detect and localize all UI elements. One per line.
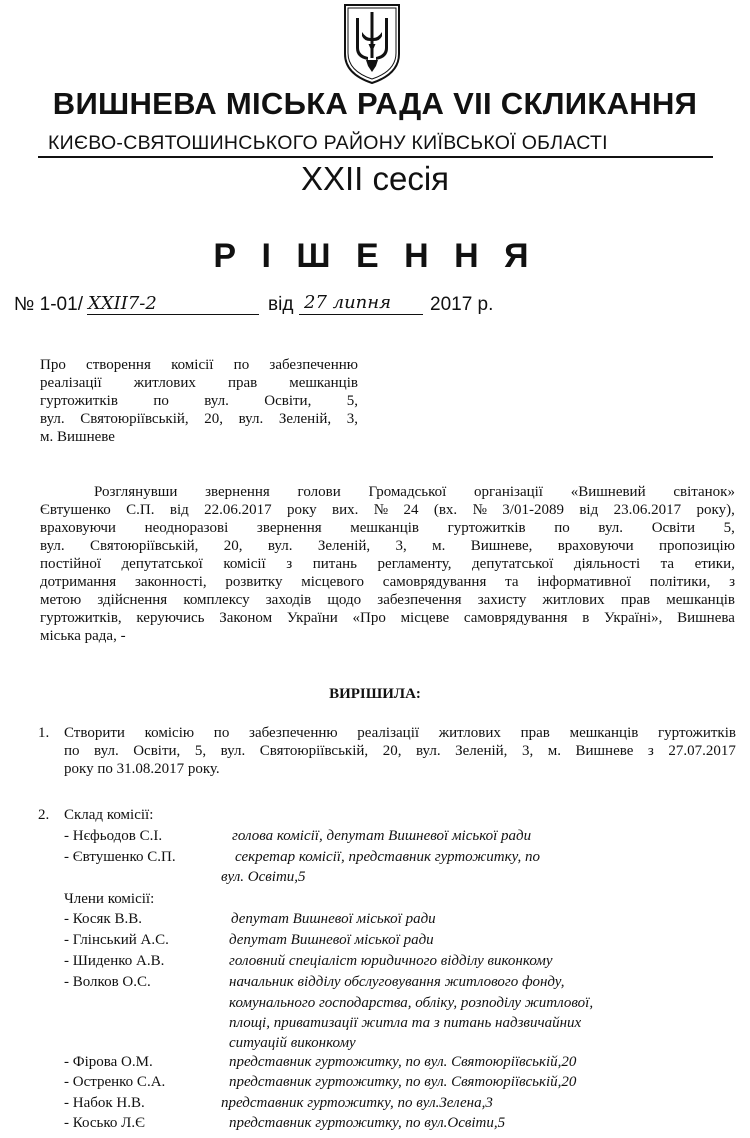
session-label: ХХІІ сесія	[300, 160, 450, 197]
date-underline	[299, 314, 423, 315]
coat-of-arms-trident-icon	[342, 2, 402, 86]
officer-role: вул. Освіти,5	[221, 869, 306, 885]
item-1-line: Створити комісію по забезпеченню реалізації житлових прав мешканців гуртожитків	[64, 725, 736, 741]
officer-role: голова комісії, депутат Вишневої міської ради	[232, 828, 532, 844]
preamble-line: вул. Святоюріївській, 20, вул. Зеленій, 3, м. Вишневе, враховуючи пропозицію	[40, 538, 735, 554]
officer-role: секретар комісії, представник гуртожитку, по	[235, 849, 541, 865]
member-role: депутат Вишневої міської ради	[231, 911, 436, 927]
members-heading: Члени комісії:	[64, 891, 155, 907]
member-role: ситуацій виконкому	[229, 1035, 356, 1051]
subject-line: вул. Святоюріївській, 20, вул. Зеленій, 3,	[40, 411, 358, 427]
preamble-line: дотримання законності, розвитку місцевого самоврядування та інформативної політики, з	[40, 574, 735, 590]
preamble-line: міська рада, -	[40, 628, 126, 644]
member-name: - Набок Н.В.	[64, 1095, 145, 1111]
member-name: - Шиденко А.В.	[64, 953, 165, 969]
item-2-number: 2.	[38, 807, 50, 823]
subject-line: реалізації житлових прав мешканців	[40, 375, 358, 391]
member-role: площі, приватизації житла та з питань надзвичайних	[229, 1015, 582, 1031]
officer-name: - Євтушенко С.П.	[64, 849, 176, 865]
member-role: представник гуртожитку, по вул.Освіти,5	[229, 1115, 506, 1131]
decision-subject	[40, 356, 358, 446]
member-role: начальник відділу обслуговування житлового фонду,	[229, 974, 565, 990]
member-name: - Косько Л.Є	[64, 1115, 145, 1131]
date-prefix: від	[268, 294, 294, 315]
commission-composition-heading: Склад комісії:	[64, 807, 154, 823]
officer-name: - Нєфьодов С.І.	[64, 828, 163, 844]
member-role: комунального господарства, обліку, розподілу житлової,	[229, 995, 594, 1011]
member-role: депутат Вишневої міської ради	[229, 932, 434, 948]
header-divider	[38, 156, 713, 158]
member-role: представник гуртожитку, по вул. Святоюріївській,20	[229, 1054, 577, 1070]
item-1-number: 1.	[38, 725, 50, 741]
member-name: - Глінський А.С.	[64, 932, 169, 948]
preamble-line: метою здійснення комплексу заходів щодо забезпечення захисту житлових прав мешканців	[40, 592, 735, 608]
item-1-line: по вул. Освіти, 5, вул. Святоюріївській, 20, вул. Зеленій, 3, м. Вишневе з 27.07.2017	[64, 743, 736, 759]
item-1-text	[64, 724, 736, 778]
decision-number-underline	[87, 314, 259, 315]
member-name: - Волков О.С.	[64, 974, 151, 990]
subject-line: м. Вишневе	[40, 429, 115, 445]
member-name: - Косяк В.В.	[64, 911, 142, 927]
member-role: представник гуртожитку, по вул. Святоюріївській,20	[229, 1074, 577, 1090]
preamble-paragraph	[40, 483, 735, 645]
item-1-line: року по 31.08.2017 року.	[64, 761, 220, 777]
decision-number-handwritten: XXII7-2	[88, 293, 157, 314]
preamble-line: Євтушенко С.П. від 22.06.2017 року вих. № 24 (вх. № 3/01-2089 від 23.06.2017 року),	[40, 502, 735, 518]
member-name: - Остренко С.А.	[64, 1074, 166, 1090]
decision-number-prefix: № 1-01/	[14, 294, 83, 315]
preamble-line: гуртожитків, керуючись Законом України «Про місцеве самоврядування в Україні», Вишнева	[40, 610, 735, 626]
member-role: головний спеціаліст юридичного відділу виконкому	[229, 953, 553, 969]
preamble-line: враховуючи неодноразові звернення мешканців гуртожитків по вул. Освіти 5,	[40, 520, 735, 536]
subject-line: Про створення комісії по забезпеченню	[40, 357, 358, 373]
decision-year: 2017 р.	[430, 294, 494, 315]
council-title: ВИШНЕВА МІСЬКА РАДА VII СКЛИКАННЯ	[52, 86, 698, 121]
preamble-line: постійної депутатської комісії з питань регламенту, депутатської діяльності та етики,	[40, 556, 735, 572]
member-role: представник гуртожитку, по вул.Зелена,3	[221, 1095, 493, 1111]
date-handwritten: 27 липня	[304, 292, 392, 313]
subject-line: гуртожитків по вул. Освіти, 5,	[40, 393, 358, 409]
decision-title: Р І Ш Е Н Н Я	[213, 237, 537, 275]
member-name: - Фірова О.М.	[64, 1054, 153, 1070]
district-subtitle: КИЄВО-СВЯТОШИНСЬКОГО РАЙОНУ КИЇВСЬКОЇ ОБЛАСТІ	[48, 132, 608, 154]
resolved-heading: ВИРІШИЛА:	[329, 686, 421, 702]
preamble-line: Розглянувши звернення голови Громадської організації «Вишневий світанок»	[94, 484, 735, 500]
